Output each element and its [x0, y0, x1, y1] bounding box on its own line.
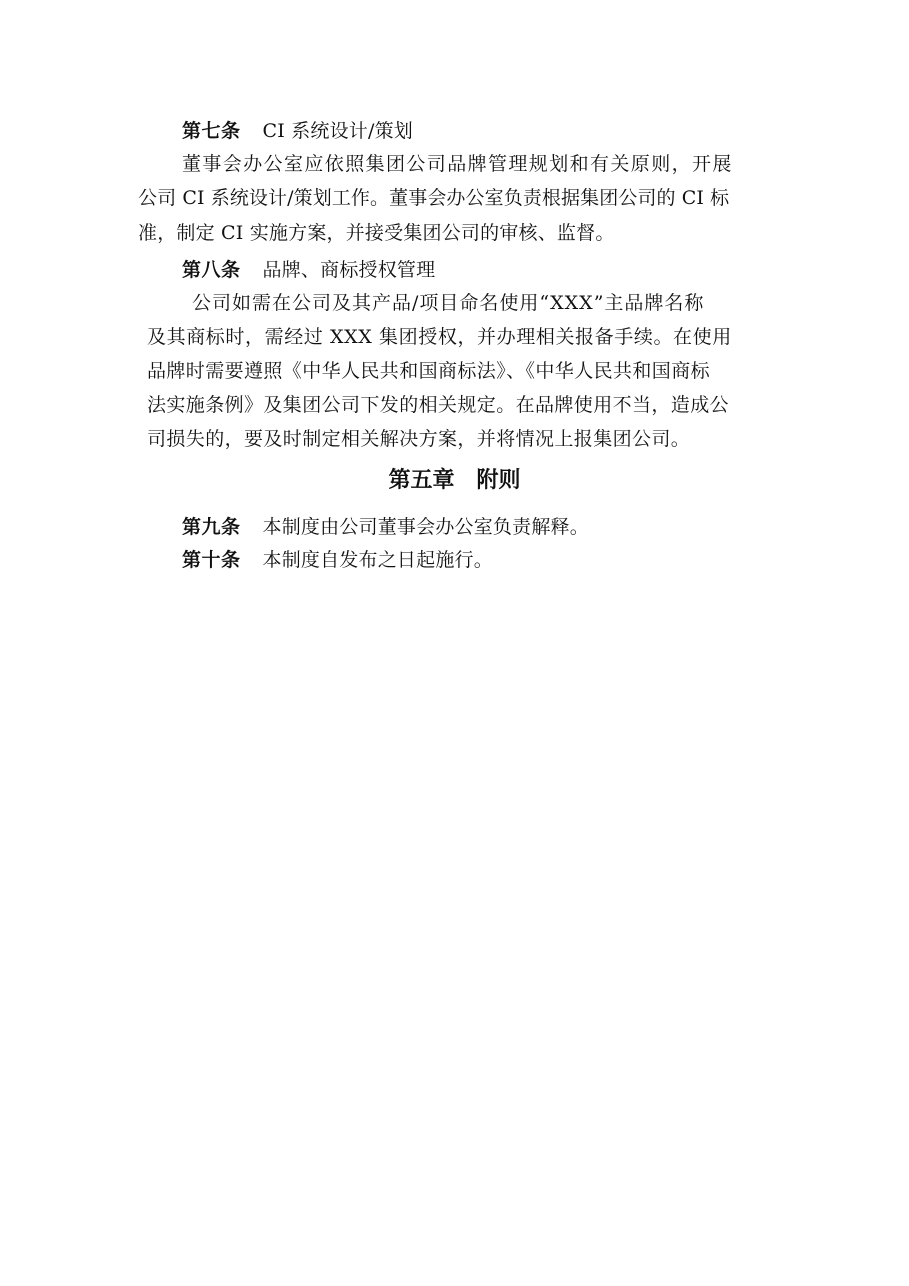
- article-9: [182, 515, 589, 539]
- article-8-line-4: 法实施条例》及集团公司下发的相关规定。在品牌使用不当，造成公: [147, 394, 730, 416]
- article-7-line-1: 董事会办公室应依照集团公司品牌管理规划和有关原则，开展: [182, 153, 733, 175]
- article-10: [182, 548, 493, 572]
- article-9-number: 第九条: [182, 516, 241, 538]
- article-8-line-3: 品牌时需要遵照《中华人民共和国商标法》、《中华人民共和国商标: [147, 360, 711, 382]
- article-8-line-5: 司损失的，要及时制定相关解决方案，并将情况上报集团公司。: [147, 428, 691, 450]
- article-7-number: 第七条: [182, 120, 241, 142]
- article-8-number: 第八条: [182, 259, 241, 281]
- article-7-heading: [182, 119, 413, 143]
- chapter-5-heading: 第五章 附则: [388, 468, 521, 493]
- article-7-line-2: 公司 CI 系统设计/策划工作。董事会办公室负责根据集团公司的 CI 标: [138, 187, 730, 209]
- article-7-title: CI 系统设计/策划: [262, 120, 413, 142]
- article-8-line-2: 及其商标时，需经过 XXX 集团授权，并办理相关报备手续。在使用: [147, 326, 732, 348]
- article-9-text: 本制度由公司董事会办公室负责解释。: [262, 516, 589, 538]
- article-10-number: 第十条: [182, 549, 241, 571]
- article-8-line-1: 公司如需在公司及其产品/项目命名使用“XXX”主品牌名称: [192, 292, 705, 314]
- article-7-line-3: 准，制定 CI 实施方案，并接受集团公司的审核、监督。: [138, 222, 615, 244]
- article-8-title: 品牌、商标授权管理: [262, 259, 436, 281]
- article-8-heading: [182, 258, 435, 282]
- article-10-text: 本制度自发布之日起施行。: [262, 549, 493, 571]
